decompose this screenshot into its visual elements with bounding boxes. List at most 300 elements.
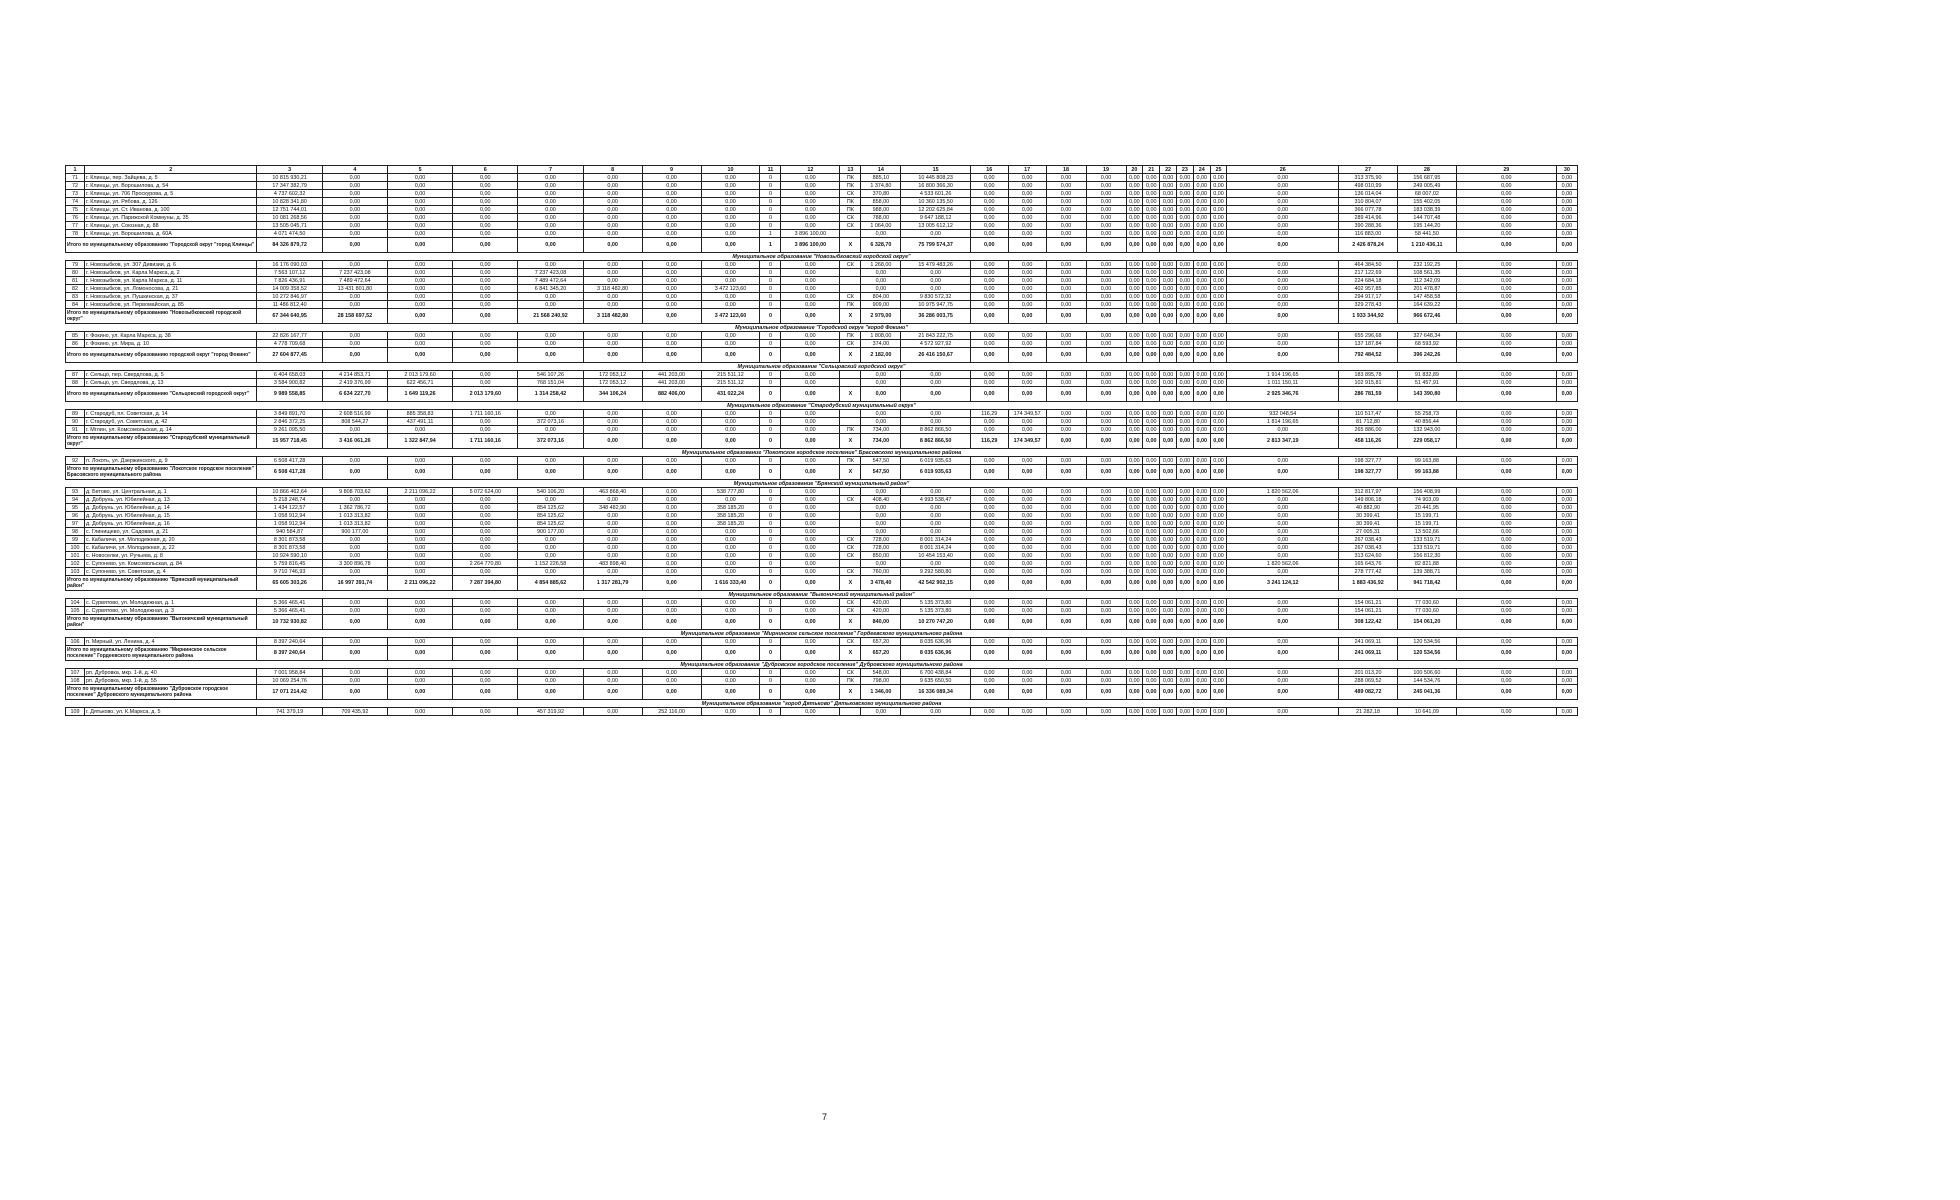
table-cell: 0,00 — [642, 615, 701, 630]
table-cell: 0,00 — [1046, 206, 1086, 214]
table-cell: 0,00 — [701, 418, 760, 426]
table-row — [66, 536, 1578, 544]
table-cell: 0,00 — [642, 230, 701, 238]
table-cell: 0,00 — [701, 174, 760, 182]
table-cell: 0,00 — [901, 230, 970, 238]
table-cell: 0,00 — [1556, 536, 1577, 544]
table-cell: 0,00 — [701, 182, 760, 190]
table-cell: 0 — [760, 371, 781, 379]
row-number-cell: 102 — [66, 560, 85, 568]
table-cell: 0,00 — [1008, 379, 1046, 387]
table-cell: 0,00 — [1456, 607, 1556, 615]
table-cell: 13 005 612,12 — [901, 222, 970, 230]
table-cell: 0,00 — [1143, 340, 1160, 348]
table-cell: 0,00 — [1086, 261, 1126, 269]
table-cell: 0,00 — [970, 332, 1008, 340]
table-cell: 0,00 — [1143, 560, 1160, 568]
table-cell: 0,00 — [1143, 520, 1160, 528]
table-cell: 0,00 — [1160, 512, 1177, 520]
table-cell: 0,00 — [583, 457, 642, 465]
table-cell: 0,00 — [901, 488, 970, 496]
table-cell: 0,00 — [701, 434, 760, 449]
table-cell: 28 158 697,52 — [322, 309, 387, 324]
table-cell: 0,00 — [781, 685, 840, 700]
table-cell: ПК — [840, 206, 861, 214]
table-cell: 0,00 — [1008, 182, 1046, 190]
table-cell: 0,00 — [387, 512, 452, 520]
table-cell: 0,00 — [1008, 708, 1046, 716]
table-cell: 0,00 — [1193, 348, 1210, 363]
table-cell: 547,50 — [861, 457, 901, 465]
table-cell: 0,00 — [583, 520, 642, 528]
table-cell: 0,00 — [1193, 536, 1210, 544]
table-cell: 112 342,09 — [1397, 277, 1456, 285]
table-cell: 0,00 — [1456, 544, 1556, 552]
table-cell: 0,00 — [1126, 174, 1143, 182]
table-cell: 7 237 423,08 — [322, 269, 387, 277]
table-cell: 198 327,77 — [1339, 457, 1398, 465]
table-cell: 0,00 — [1046, 309, 1086, 324]
table-cell: 0,00 — [781, 190, 840, 198]
table-cell: 0,00 — [1456, 301, 1556, 309]
table-cell: 0,00 — [1008, 222, 1046, 230]
table-cell: 0,00 — [1176, 261, 1193, 269]
table-cell — [840, 560, 861, 568]
table-cell: 0,00 — [1193, 190, 1210, 198]
address-cell: с. Сурвятово, ул. Молодежная, д. 1 — [84, 599, 257, 607]
table-cell: 1 914 196,65 — [1227, 371, 1339, 379]
table-cell: X — [840, 309, 861, 324]
table-cell: 0,00 — [1176, 560, 1193, 568]
table-cell: X — [840, 576, 861, 591]
subtotal-label: Итого по муниципальному образованию городской округ "город Фокино" — [66, 348, 257, 363]
table-cell: 0,00 — [1086, 426, 1126, 434]
table-cell: 0,00 — [1176, 410, 1193, 418]
table-cell: 0,00 — [1193, 512, 1210, 520]
table-cell: 0,00 — [583, 340, 642, 348]
table-cell: 0,00 — [1556, 434, 1577, 449]
table-cell: 0,00 — [642, 410, 701, 418]
table-cell: 0,00 — [642, 309, 701, 324]
table-cell: 0,00 — [1160, 269, 1177, 277]
table-cell: 0 — [760, 387, 781, 402]
table-cell: 0,00 — [1126, 277, 1143, 285]
table-cell: 0,00 — [1227, 685, 1339, 700]
table-row — [66, 285, 1578, 293]
table-cell: 0,00 — [1046, 198, 1086, 206]
table-cell: 0,00 — [781, 301, 840, 309]
table-cell: 0,00 — [970, 293, 1008, 301]
address-cell: г. Клинцы, ул. 706 Проскурова, д. 5 — [84, 190, 257, 198]
table-cell: 0,00 — [781, 387, 840, 402]
table-cell: 0,00 — [1176, 646, 1193, 661]
table-cell: 0,00 — [781, 544, 840, 552]
row-number-cell: 89 — [66, 410, 85, 418]
table-cell: 0,00 — [1126, 677, 1143, 685]
table-cell: 133 519,71 — [1397, 544, 1456, 552]
address-cell: с. Супонево, ул. Комсомольская, д. 84 — [84, 560, 257, 568]
table-cell: 0,00 — [1456, 520, 1556, 528]
table-cell: 5 135 373,80 — [901, 599, 970, 607]
table-cell: 0,00 — [1008, 261, 1046, 269]
table-cell: 81 712,80 — [1339, 418, 1398, 426]
table-row — [66, 174, 1578, 182]
table-row — [66, 568, 1578, 576]
row-number-cell: 98 — [66, 528, 85, 536]
table-cell: 0,00 — [1086, 238, 1126, 253]
table-cell: 0,00 — [1176, 285, 1193, 293]
table-cell: 0,00 — [1193, 457, 1210, 465]
table-cell: 1 — [760, 230, 781, 238]
table-cell: 0,00 — [583, 410, 642, 418]
table-cell: 4 572 927,92 — [901, 340, 970, 348]
table-cell: 0,00 — [583, 708, 642, 716]
table-cell: 0,00 — [1008, 293, 1046, 301]
table-cell: 0,00 — [1143, 708, 1160, 716]
table-cell: 0,00 — [1008, 348, 1046, 363]
table-cell: 0,00 — [1456, 198, 1556, 206]
table-cell: 0,00 — [701, 198, 760, 206]
address-cell: с. Глинищево, ул. Садовая, д. 21 — [84, 528, 257, 536]
table-cell: 0,00 — [518, 552, 583, 560]
table-cell: 0,00 — [1456, 371, 1556, 379]
table-cell: 120 534,56 — [1397, 646, 1456, 661]
table-cell: X — [840, 646, 861, 661]
table-cell — [840, 371, 861, 379]
table-cell: 0,00 — [642, 638, 701, 646]
table-cell: 0,00 — [1176, 568, 1193, 576]
table-cell: 0,00 — [1227, 708, 1339, 716]
table-cell: 0,00 — [1046, 496, 1086, 504]
table-cell: 10 069 254,76 — [257, 677, 322, 685]
table-cell: 1 883 436,92 — [1339, 576, 1398, 591]
table-cell: СК — [840, 607, 861, 615]
table-cell: 3 478,40 — [861, 576, 901, 591]
table-cell: 0,00 — [970, 182, 1008, 190]
table-cell: 0,00 — [322, 198, 387, 206]
table-row — [66, 560, 1578, 568]
table-cell: 0,00 — [1556, 348, 1577, 363]
table-cell: 0,00 — [970, 560, 1008, 568]
column-number: 16 — [970, 166, 1008, 174]
table-cell: 0,00 — [970, 387, 1008, 402]
column-number: 22 — [1160, 166, 1177, 174]
table-cell: 0,00 — [453, 340, 518, 348]
table-cell: 10 360 135,50 — [901, 198, 970, 206]
table-cell: 0,00 — [781, 348, 840, 363]
table-cell: 0,00 — [781, 536, 840, 544]
table-cell: 0,00 — [701, 214, 760, 222]
row-number-cell: 99 — [66, 536, 85, 544]
table-cell: 0,00 — [1160, 465, 1177, 480]
table-cell: 0 — [760, 301, 781, 309]
table-cell: 10 815 930,21 — [257, 174, 322, 182]
table-cell: 0,00 — [781, 206, 840, 214]
table-cell: 0,00 — [970, 576, 1008, 591]
table-cell: 8 001 314,24 — [901, 544, 970, 552]
column-number: 2 — [84, 166, 257, 174]
table-cell: 147 458,58 — [1397, 293, 1456, 301]
section-heading: Муниципальное образование "Новозыбковский городской округ" — [66, 253, 1578, 261]
table-cell: 0,00 — [642, 520, 701, 528]
table-cell: 0,00 — [1160, 285, 1177, 293]
table-cell: 0,00 — [701, 340, 760, 348]
table-cell: 0,00 — [1160, 387, 1177, 402]
section-heading: Муниципальное образование "Брянский муниципальный район" — [66, 480, 1578, 488]
table-cell: 0,00 — [701, 536, 760, 544]
table-cell: 40 856,44 — [1397, 418, 1456, 426]
table-cell: 0,00 — [1176, 536, 1193, 544]
table-cell: 0,00 — [701, 599, 760, 607]
section-heading: Муниципальное образование "Дубровское городское поселение" Дубровского муниципального района — [66, 661, 1578, 669]
address-cell: г. Стародуб, ул. Советская, д. 42 — [84, 418, 257, 426]
table-cell: 441 203,00 — [642, 379, 701, 387]
table-cell: 0,00 — [583, 685, 642, 700]
table-cell: 0,00 — [583, 261, 642, 269]
table-cell: 0,00 — [322, 607, 387, 615]
table-cell: 0,00 — [1456, 230, 1556, 238]
table-cell: 0,00 — [1176, 214, 1193, 222]
table-cell: 0,00 — [1126, 238, 1143, 253]
table-cell: 0,00 — [387, 340, 452, 348]
table-cell: 0,00 — [1126, 332, 1143, 340]
table-cell: 0,00 — [781, 552, 840, 560]
table-cell: 17 347 382,79 — [257, 182, 322, 190]
table-cell: 8 035 636,96 — [901, 638, 970, 646]
table-cell: 0,00 — [518, 348, 583, 363]
table-cell: 4 071 474,50 — [257, 230, 322, 238]
table-cell: 798,00 — [861, 677, 901, 685]
table-cell: 0,00 — [901, 269, 970, 277]
column-number: 12 — [781, 166, 840, 174]
table-cell: 0,00 — [1193, 214, 1210, 222]
table-cell: 0,00 — [642, 198, 701, 206]
table-cell: 7 237 423,08 — [518, 269, 583, 277]
table-cell: 0,00 — [1126, 599, 1143, 607]
address-cell: с. Новоселки, ул. Ручьева, д. 8 — [84, 552, 257, 560]
table-cell: 156 687,95 — [1397, 174, 1456, 182]
table-cell: 0,00 — [1143, 669, 1160, 677]
table-cell: 0,00 — [642, 685, 701, 700]
table-cell: 0,00 — [1456, 552, 1556, 560]
table-cell: 4 737 602,32 — [257, 190, 322, 198]
table-cell: 116,29 — [970, 410, 1008, 418]
table-cell — [840, 269, 861, 277]
table-cell: 6 700 438,84 — [901, 669, 970, 677]
table-row — [66, 512, 1578, 520]
table-cell: 0,00 — [1126, 457, 1143, 465]
table-cell: 0,00 — [642, 434, 701, 449]
table-cell: 622 456,71 — [387, 379, 452, 387]
table-cell: 0,00 — [970, 348, 1008, 363]
table-cell: 0,00 — [1046, 528, 1086, 536]
table-cell: 0,00 — [453, 465, 518, 480]
table-cell: 0,00 — [453, 230, 518, 238]
table-cell: 0,00 — [1227, 528, 1339, 536]
table-cell: 0,00 — [583, 568, 642, 576]
column-number: 20 — [1126, 166, 1143, 174]
column-number-row — [66, 166, 1578, 174]
table-cell: 172 053,12 — [583, 371, 642, 379]
table-cell: 294 917,17 — [1339, 293, 1398, 301]
table-cell: 5 759 816,45 — [257, 560, 322, 568]
table-cell: 0,00 — [1160, 496, 1177, 504]
table-cell: 0,00 — [583, 677, 642, 685]
table-cell: 0,00 — [1556, 214, 1577, 222]
table-cell: 0,00 — [1143, 285, 1160, 293]
table-cell — [840, 504, 861, 512]
table-cell: 4 533 601,26 — [901, 190, 970, 198]
address-cell: г. Клинцы, ул. Союзная, д. 88 — [84, 222, 257, 230]
table-cell: 183 038,39 — [1397, 206, 1456, 214]
table-cell: 0,00 — [1193, 520, 1210, 528]
address-cell: г. Фокино, ул. Карла Маркса, д. 38 — [84, 332, 257, 340]
table-cell: 16 997 391,74 — [322, 576, 387, 591]
table-cell: 0,00 — [518, 607, 583, 615]
address-cell: г. Сельцо, пер. Свердлова, д. 5 — [84, 371, 257, 379]
section-heading: Муниципальное образование "город Дятьково" Дятьковского муниципального района — [66, 700, 1578, 708]
table-cell: 0,00 — [1556, 269, 1577, 277]
table-cell: 0,00 — [1210, 599, 1227, 607]
table-cell: 0,00 — [642, 552, 701, 560]
table-cell: 0,00 — [583, 222, 642, 230]
table-cell: 0,00 — [1160, 544, 1177, 552]
table-cell: 463 868,40 — [583, 488, 642, 496]
table-cell: 0,00 — [861, 371, 901, 379]
table-cell: 0,00 — [1193, 677, 1210, 685]
table-cell: 26 416 150,67 — [901, 348, 970, 363]
table-cell: 0,00 — [518, 410, 583, 418]
table-cell: 0,00 — [1143, 544, 1160, 552]
table-cell: 3 472 123,60 — [701, 285, 760, 293]
table-cell: 0,00 — [1556, 708, 1577, 716]
table-cell: 0,00 — [1227, 222, 1339, 230]
table-cell: 0,00 — [1456, 174, 1556, 182]
table-cell: 0,00 — [322, 646, 387, 661]
table-cell: 198 327,77 — [1339, 465, 1398, 480]
table-cell: 0,00 — [970, 214, 1008, 222]
table-cell: 0,00 — [583, 426, 642, 434]
table-cell: 0,00 — [583, 615, 642, 630]
table-cell: 0,00 — [1126, 222, 1143, 230]
table-cell: 0 — [760, 277, 781, 285]
table-cell: 0,00 — [701, 552, 760, 560]
table-cell: 2 182,00 — [861, 348, 901, 363]
table-cell: 16 336 089,34 — [901, 685, 970, 700]
address-cell: г. Клинцы, ул. Ворошилова, д. 60А — [84, 230, 257, 238]
table-cell: 51 457,91 — [1397, 379, 1456, 387]
table-cell: 0,00 — [1456, 457, 1556, 465]
table-cell: 9 989 558,85 — [257, 387, 322, 402]
table-cell: 1 268,00 — [861, 261, 901, 269]
table-cell: 0,00 — [1160, 528, 1177, 536]
table-cell: 0,00 — [861, 488, 901, 496]
table-cell: 0,00 — [642, 536, 701, 544]
table-cell: 6 508 417,28 — [257, 457, 322, 465]
table-cell: 0,00 — [1556, 230, 1577, 238]
table-cell: 0,00 — [583, 528, 642, 536]
table-cell: 0,00 — [387, 214, 452, 222]
table-cell: 0,00 — [1227, 607, 1339, 615]
table-cell: 0,00 — [1008, 214, 1046, 222]
table-cell: 0,00 — [1046, 646, 1086, 661]
table-cell: 0,00 — [701, 410, 760, 418]
table-cell: 0,00 — [781, 488, 840, 496]
table-cell: 3 118 482,80 — [583, 285, 642, 293]
table-cell: 0,00 — [387, 309, 452, 324]
table-cell: 6 404 658,03 — [257, 371, 322, 379]
table-cell: 0,00 — [970, 528, 1008, 536]
table-cell: 0,00 — [453, 182, 518, 190]
table-cell: 0,00 — [1227, 174, 1339, 182]
table-cell: 0,00 — [1046, 387, 1086, 402]
table-cell: 0,00 — [1126, 348, 1143, 363]
table-cell: 20 441,95 — [1397, 504, 1456, 512]
table-cell: 0,00 — [1126, 434, 1143, 449]
table-cell: 0,00 — [453, 214, 518, 222]
table-cell: 0,00 — [1126, 544, 1143, 552]
table-cell: 0,00 — [1143, 332, 1160, 340]
table-cell: 8 397 240,64 — [257, 638, 322, 646]
table-cell: 0,00 — [861, 277, 901, 285]
table-cell: 0,00 — [642, 457, 701, 465]
table-cell: 0,00 — [1143, 646, 1160, 661]
table-cell: 0,00 — [1556, 277, 1577, 285]
table-cell: 0,00 — [1456, 465, 1556, 480]
table-cell: 2 608 516,99 — [322, 410, 387, 418]
table-cell: 0,00 — [1046, 536, 1086, 544]
table-cell: 252 116,00 — [642, 708, 701, 716]
row-number-cell: 86 — [66, 340, 85, 348]
table-cell: 408,40 — [861, 496, 901, 504]
address-cell: д. Добрунь, ул. Юбилейная, д. 15 — [84, 512, 257, 520]
table-cell: 0,00 — [1176, 638, 1193, 646]
table-cell: 0,00 — [583, 269, 642, 277]
table-cell: 0,00 — [1160, 426, 1177, 434]
table-cell: 9 261 095,50 — [257, 426, 322, 434]
table-row — [66, 190, 1578, 198]
table-cell: 3 896 100,00 — [781, 230, 840, 238]
table-cell: 0,00 — [1210, 434, 1227, 449]
table-cell: X — [840, 387, 861, 402]
subtotal-label: Итого по муниципальному образованию "Мирнинское сельское поселение" Гордеевского муниципального района — [66, 646, 257, 661]
table-row — [66, 496, 1578, 504]
table-cell: 0,00 — [861, 410, 901, 418]
table-cell: 3 849 891,70 — [257, 410, 322, 418]
table-cell: 0,00 — [1046, 504, 1086, 512]
row-number-cell: 101 — [66, 552, 85, 560]
table-cell: 0,00 — [1086, 708, 1126, 716]
table-cell: 1 434 122,57 — [257, 504, 322, 512]
table-cell: 0,00 — [781, 607, 840, 615]
table-cell: 0,00 — [1556, 238, 1577, 253]
table-cell: 0,00 — [701, 568, 760, 576]
table-cell: 0,00 — [583, 418, 642, 426]
table-cell: ПК — [840, 677, 861, 685]
table-cell: 10 975 947,75 — [901, 301, 970, 309]
table-cell: 0,00 — [1008, 544, 1046, 552]
table-cell: 286 781,59 — [1339, 387, 1398, 402]
table-cell: 0,00 — [453, 371, 518, 379]
table-cell: 0,00 — [642, 238, 701, 253]
table-cell: 0,00 — [1086, 269, 1126, 277]
table-cell: 0,00 — [1143, 309, 1160, 324]
table-cell: 0,00 — [1227, 677, 1339, 685]
row-number-cell: 80 — [66, 269, 85, 277]
table-cell: 0,00 — [701, 708, 760, 716]
table-cell: 0,00 — [1046, 708, 1086, 716]
table-cell: 0,00 — [1160, 576, 1177, 591]
